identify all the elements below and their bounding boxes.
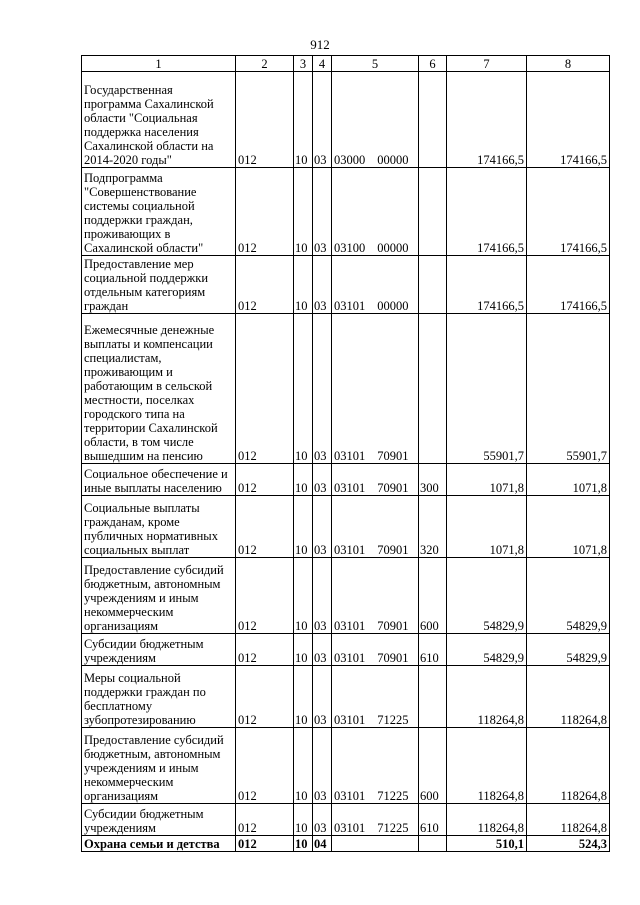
row-name-cell: Субсидии бюджетным учреждениям: [82, 804, 236, 836]
amount-2017-cell: 1071,8: [527, 496, 610, 558]
row-name-cell: Социальные выплаты гражданам, кроме публичных нормативных социальных выплат: [82, 496, 236, 558]
amount-2016-cell: 54829,9: [447, 558, 527, 634]
section-code-cell: 10: [294, 464, 313, 496]
expense-type-cell: 610: [419, 804, 447, 836]
ministry-code-cell: 012: [236, 634, 294, 666]
amount-2016-cell: 510,1: [447, 836, 527, 852]
target-code-program: 03101: [334, 299, 366, 313]
table-row: [82, 72, 610, 168]
ministry-code-cell: 012: [236, 314, 294, 464]
amount-2017-cell: 54829,9: [527, 634, 610, 666]
amount-2017-cell: 118264,8: [527, 804, 610, 836]
row-name-cell: Предоставление мер социальной поддержки отдельным категориям граждан: [82, 256, 236, 314]
target-code-cell: [332, 728, 419, 804]
target-code-program: 03101: [334, 713, 366, 727]
target-code-cell: [332, 558, 419, 634]
expense-type-cell: [419, 256, 447, 314]
table-row: [82, 314, 610, 464]
ministry-code-cell: 012: [236, 168, 294, 256]
amount-2016-cell: 174166,5: [447, 168, 527, 256]
header-row: [82, 56, 610, 72]
expense-type-cell: [419, 314, 447, 464]
target-code-program: 03101: [334, 789, 366, 803]
target-code-cell: [332, 804, 419, 836]
target-code-direction: 00000: [377, 299, 409, 313]
subsection-code-cell: 03: [313, 728, 332, 804]
amount-2017-cell: 55901,7: [527, 314, 610, 464]
section-code-cell: 10: [294, 634, 313, 666]
header-cell: 3: [294, 56, 313, 72]
target-code-cell: [332, 666, 419, 728]
amount-2016-cell: 55901,7: [447, 314, 527, 464]
subsection-code-cell: 03: [313, 314, 332, 464]
ministry-code-cell: 012: [236, 558, 294, 634]
ministry-code-cell: 012: [236, 804, 294, 836]
target-code-cell: [332, 314, 419, 464]
expense-type-cell: [419, 836, 447, 852]
row-name-cell: Охрана семьи и детства: [82, 836, 236, 852]
target-code-direction: 71225: [377, 789, 409, 803]
amount-2017-cell: 118264,8: [527, 666, 610, 728]
section-code-cell: 10: [294, 496, 313, 558]
table-row: [82, 728, 610, 804]
target-code-program: 03101: [334, 619, 366, 633]
row-name-cell: Подпрограмма "Совершенствование системы социальной поддержки граждан, проживающих в Сахалинской области": [82, 168, 236, 256]
table-row: [82, 496, 610, 558]
subsection-code-cell: 04: [313, 836, 332, 852]
target-code-direction: 70901: [377, 619, 409, 633]
section-code-cell: 10: [294, 256, 313, 314]
section-code-cell: 10: [294, 72, 313, 168]
target-code-cell: [332, 72, 419, 168]
ministry-code-cell: 012: [236, 728, 294, 804]
expense-type-cell: 600: [419, 558, 447, 634]
amount-2016-cell: 1071,8: [447, 464, 527, 496]
amount-2016-cell: 174166,5: [447, 72, 527, 168]
row-name-cell: Государственная программа Сахалинской области "Социальная поддержка населения Сахалинской области на 2014-2020 годы": [82, 72, 236, 168]
expense-type-cell: [419, 666, 447, 728]
section-code-cell: 10: [294, 314, 313, 464]
target-code-cell: [332, 464, 419, 496]
subsection-code-cell: 03: [313, 558, 332, 634]
amount-2016-cell: 54829,9: [447, 634, 527, 666]
ministry-code-cell: 012: [236, 496, 294, 558]
target-code-direction: 70901: [377, 651, 409, 665]
ministry-code-cell: 012: [236, 72, 294, 168]
page-number: 912: [310, 37, 330, 52]
expense-type-cell: 600: [419, 728, 447, 804]
target-code-direction: 70901: [377, 449, 409, 463]
row-name-cell: Субсидии бюджетным учреждениям: [82, 634, 236, 666]
subsection-code-cell: 03: [313, 168, 332, 256]
amount-2017-cell: 118264,8: [527, 728, 610, 804]
target-code-program: 03101: [334, 651, 366, 665]
target-code-cell: [332, 168, 419, 256]
target-code-cell: [332, 634, 419, 666]
row-name-cell: Социальное обеспечение и иные выплаты населению: [82, 464, 236, 496]
section-code-cell: 10: [294, 168, 313, 256]
table-row: [82, 558, 610, 634]
expense-type-cell: [419, 168, 447, 256]
header-cell: 6: [419, 56, 447, 72]
section-code-cell: 10: [294, 804, 313, 836]
ministry-code-cell: 012: [236, 464, 294, 496]
amount-2017-cell: 174166,5: [527, 72, 610, 168]
subsection-code-cell: 03: [313, 634, 332, 666]
table-row: [82, 168, 610, 256]
target-code-direction: 70901: [377, 543, 409, 557]
expense-type-cell: 610: [419, 634, 447, 666]
section-code-cell: 10: [294, 558, 313, 634]
target-code-program: 03101: [334, 481, 366, 495]
table-row: [82, 634, 610, 666]
amount-2017-cell: 174166,5: [527, 168, 610, 256]
amount-2016-cell: 1071,8: [447, 496, 527, 558]
target-code-direction: 00000: [377, 241, 409, 255]
amount-2017-cell: 524,3: [527, 836, 610, 852]
ministry-code-cell: 012: [236, 836, 294, 852]
amount-2016-cell: 118264,8: [447, 666, 527, 728]
subsection-code-cell: 03: [313, 804, 332, 836]
header-cell: 2: [236, 56, 294, 72]
subsection-code-cell: 03: [313, 72, 332, 168]
amount-2016-cell: 118264,8: [447, 804, 527, 836]
target-code-program: 03000: [334, 153, 366, 167]
subsection-code-cell: 03: [313, 464, 332, 496]
target-code-program: 03101: [334, 543, 366, 557]
table-row: [82, 256, 610, 314]
ministry-code-cell: 012: [236, 666, 294, 728]
amount-2017-cell: 54829,9: [527, 558, 610, 634]
subsection-code-cell: 03: [313, 666, 332, 728]
target-code-direction: 70901: [377, 481, 409, 495]
header-cell: 1: [82, 56, 236, 72]
target-code-program: 03100: [334, 241, 366, 255]
table-row: [82, 666, 610, 728]
amount-2017-cell: 174166,5: [527, 256, 610, 314]
row-name-cell: Предоставление субсидий бюджетным, автономным учреждениям и иным некоммерческим организациям: [82, 558, 236, 634]
amount-2017-cell: 1071,8: [527, 464, 610, 496]
amount-2016-cell: 118264,8: [447, 728, 527, 804]
amount-2016-cell: 174166,5: [447, 256, 527, 314]
target-code-program: 03101: [334, 449, 366, 463]
section-code-cell: 10: [294, 728, 313, 804]
target-code-direction: 71225: [377, 821, 409, 835]
target-code-direction: 71225: [377, 713, 409, 727]
ministry-code-cell: 012: [236, 256, 294, 314]
target-code-cell: [332, 836, 419, 852]
row-name-cell: Предоставление субсидий бюджетным, автономным учреждениям и иным некоммерческим организациям: [82, 728, 236, 804]
row-name-cell: Меры социальной поддержки граждан по бесплатному зубопротезированию: [82, 666, 236, 728]
target-code-cell: [332, 256, 419, 314]
section-code-cell: 10: [294, 666, 313, 728]
expense-type-cell: 320: [419, 496, 447, 558]
table-row: [82, 804, 610, 836]
table-row: [82, 464, 610, 496]
target-code-direction: 00000: [377, 153, 409, 167]
header-cell: 7: [447, 56, 527, 72]
subsection-code-cell: 03: [313, 256, 332, 314]
target-code-program: 03101: [334, 821, 366, 835]
expense-type-cell: 300: [419, 464, 447, 496]
table-row: [82, 836, 610, 852]
budget-table: [81, 55, 610, 852]
header-cell: 4: [313, 56, 332, 72]
target-code-cell: [332, 496, 419, 558]
subsection-code-cell: 03: [313, 496, 332, 558]
row-name-cell: Ежемесячные денежные выплаты и компенсации специалистам, проживающим и работающим в сельской местности, поселках городского типа на территории Сахалинской области, в том числе вышедшим на пенсию: [82, 314, 236, 464]
header-cell: 5: [332, 56, 419, 72]
expense-type-cell: [419, 72, 447, 168]
section-code-cell: 10: [294, 836, 313, 852]
header-cell: 8: [527, 56, 610, 72]
